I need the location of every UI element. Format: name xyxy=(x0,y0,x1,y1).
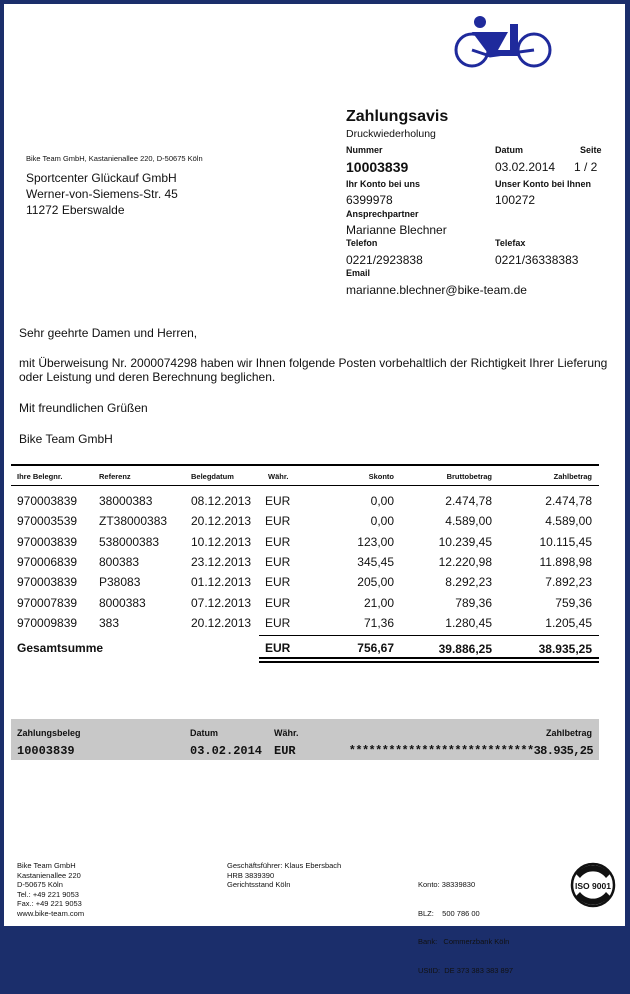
col-header-belegnr: Ihre Belegnr. xyxy=(17,472,63,481)
cell-bruttobetrag: 789,36 xyxy=(455,595,492,610)
ihr-konto-label: Ihr Konto bei uns xyxy=(346,179,420,189)
email-label: Email xyxy=(346,268,371,278)
table-row xyxy=(4,555,625,573)
telefon-value: 0221/2923838 xyxy=(346,253,423,267)
ansprechpartner-value: Marianne Blechner xyxy=(346,223,447,237)
document-page xyxy=(4,4,625,975)
cell-belegdatum: 10.12.2013 xyxy=(191,534,252,549)
cell-bruttobetrag: 1.280,45 xyxy=(445,615,492,630)
table-top-rule xyxy=(11,464,599,466)
seal-text: ISO 9001 xyxy=(575,881,611,891)
datum-label: Datum xyxy=(495,145,524,155)
payslip-betrag-label: Zahlbetrag xyxy=(545,728,592,738)
total-currency: EUR xyxy=(265,641,291,655)
footer-street: Kastanienallee 220 xyxy=(17,870,81,880)
total-double-rule-2 xyxy=(259,661,599,663)
cell-belegdatum: 07.12.2013 xyxy=(191,595,252,610)
document-number: 10003839 xyxy=(346,159,409,175)
payslip-datum-value: 03.02.2014 xyxy=(190,744,263,758)
unser-konto-label: Unser Konto bei Ihnen xyxy=(495,179,592,189)
email-value: marianne.blechner@bike-team.de xyxy=(346,283,527,297)
payslip-waehrung-value: EUR xyxy=(274,744,296,758)
telefax-label: Telefax xyxy=(495,238,526,248)
table-row xyxy=(4,535,625,553)
cell-zahlbetrag: 11.898,98 xyxy=(539,554,592,569)
cell-waehrung: EUR xyxy=(265,534,291,549)
cell-skonto: 345,45 xyxy=(357,554,394,569)
cell-bruttobetrag: 8.292,23 xyxy=(445,575,492,590)
footer-bank: Bank: Commerzbank Köln xyxy=(418,937,510,946)
cell-belegnr: 970003839 xyxy=(17,534,78,549)
cell-waehrung: EUR xyxy=(265,575,291,590)
total-skonto: 756,67 xyxy=(357,641,394,655)
cell-referenz: 38000383 xyxy=(99,494,153,508)
table-row xyxy=(4,494,625,512)
cell-waehrung: EUR xyxy=(265,615,291,630)
footer-company-name: Bike Team GmbH xyxy=(17,861,76,870)
cell-belegdatum: 23.12.2013 xyxy=(191,554,252,569)
cell-belegnr: 970009839 xyxy=(17,615,78,630)
table-row xyxy=(4,575,625,593)
cell-referenz: 800383 xyxy=(99,554,140,569)
col-header-belegdatum: Belegdatum xyxy=(191,472,234,481)
cell-zahlbetrag: 4.589,00 xyxy=(545,514,592,529)
recipient-city: 11272 Eberswalde xyxy=(26,203,125,217)
salutation: Sehr geehrte Damen und Herren, xyxy=(19,326,198,340)
letter-paragraph: mit Überweisung Nr. 2000074298 haben wir Ihnen folgende Posten vorbehaltlich der Richtigkeit Ihrer Lieferung oder Leistung und deren Berechnung beglichen. xyxy=(19,356,608,384)
total-brutto: 39.886,25 xyxy=(438,642,492,656)
cell-skonto: 21,00 xyxy=(363,595,394,610)
footer-ceo: Geschäftsführer: Klaus Ebersbach xyxy=(227,861,342,870)
cell-referenz: 538000383 xyxy=(99,534,160,549)
nummer-label: Nummer xyxy=(346,145,383,155)
signature-company: Bike Team GmbH xyxy=(19,432,113,446)
cell-waehrung: EUR xyxy=(265,554,291,569)
footer-blz: BLZ: 500 786 00 xyxy=(418,908,480,918)
unser-konto-value: 100272 xyxy=(495,193,536,207)
recipient-name: Sportcenter Glückauf GmbH xyxy=(26,171,177,185)
payslip-beleg-label: Zahlungsbeleg xyxy=(17,728,81,738)
cell-referenz: ZT38000383 xyxy=(99,514,168,529)
total-zahlbetrag: 38.935,25 xyxy=(538,642,592,656)
closing: Mit freundlichen Grüßen xyxy=(19,401,148,415)
document-subtitle: Druckwiederholung xyxy=(346,128,436,140)
cell-referenz: 8000383 xyxy=(99,595,146,610)
total-top-rule xyxy=(259,635,599,636)
footer-konto: Konto: 38339830 xyxy=(418,880,476,889)
table-row xyxy=(4,596,625,614)
seite-label: Seite xyxy=(580,145,602,155)
ansprechpartner-label: Ansprechpartner xyxy=(346,209,419,219)
recipient-street: Werner-von-Siemens-Str. 45 xyxy=(26,187,178,201)
payment-slip xyxy=(11,719,599,760)
cell-bruttobetrag: 12.220,98 xyxy=(438,554,492,569)
cell-belegnr: 970003839 xyxy=(17,494,78,508)
footer-fax: Fax.: +49 221 9053 xyxy=(17,899,82,908)
cell-bruttobetrag: 4.589,00 xyxy=(445,514,492,529)
footer-hrb: HRB 3839390 xyxy=(227,870,275,880)
letter-body xyxy=(19,326,609,446)
cell-zahlbetrag: 7.892,23 xyxy=(545,575,592,590)
col-header-bruttobetrag: Bruttobetrag xyxy=(446,472,492,481)
col-header-zahlbetrag: Zahlbetrag xyxy=(553,472,592,481)
cell-skonto: 71,36 xyxy=(363,615,394,630)
bike-team-logo-icon xyxy=(450,14,558,72)
footer-tel: Tel.: +49 221 9053 xyxy=(17,889,79,899)
cell-waehrung: EUR xyxy=(265,494,291,508)
cell-belegnr: 970003839 xyxy=(17,575,78,590)
cell-skonto: 0,00 xyxy=(370,494,394,508)
cell-referenz: P38083 xyxy=(99,575,141,590)
total-label: Gesamtsumme xyxy=(17,641,104,655)
cell-belegdatum: 08.12.2013 xyxy=(191,494,252,508)
cell-zahlbetrag: 10.115,45 xyxy=(539,534,592,549)
table-row xyxy=(4,514,625,532)
cell-waehrung: EUR xyxy=(265,514,291,529)
ihr-konto-value: 6399978 xyxy=(346,193,393,207)
footer-management-block xyxy=(227,861,341,890)
col-header-skonto: Skonto xyxy=(368,472,394,481)
cell-bruttobetrag: 10.239,45 xyxy=(438,534,492,549)
cell-referenz: 383 xyxy=(99,615,120,630)
cell-zahlbetrag: 759,36 xyxy=(555,595,592,610)
cell-bruttobetrag: 2.474,78 xyxy=(445,494,492,508)
payslip-beleg-value: 10003839 xyxy=(17,744,75,758)
telefax-value: 0221/36338383 xyxy=(495,253,579,267)
cell-belegnr: 970003539 xyxy=(17,514,78,529)
document-title: Zahlungsavis xyxy=(346,108,449,125)
recipient-address xyxy=(26,170,178,218)
cell-belegnr: 970007839 xyxy=(17,595,78,610)
cell-skonto: 0,00 xyxy=(370,514,394,529)
cell-belegdatum: 01.12.2013 xyxy=(191,575,252,590)
footer-bank-block xyxy=(418,861,513,994)
sender-address-line: Bike Team GmbH, Kastanienallee 220, D-50675 Köln xyxy=(26,154,203,163)
cell-belegdatum: 20.12.2013 xyxy=(191,615,252,630)
payslip-betrag-value: ****************************38.935,25 xyxy=(348,744,593,758)
cell-skonto: 205,00 xyxy=(357,575,394,590)
table-header-rule xyxy=(11,485,599,486)
cell-waehrung: EUR xyxy=(265,595,291,610)
payslip-waehrung-label: Währ. xyxy=(274,728,299,738)
col-header-referenz: Referenz xyxy=(99,472,131,481)
table-row xyxy=(4,616,625,634)
iso-certification-seal-icon xyxy=(570,856,616,914)
cell-belegnr: 970006839 xyxy=(17,554,78,569)
cell-skonto: 123,00 xyxy=(357,534,394,549)
total-double-rule-1 xyxy=(259,657,599,659)
telefon-label: Telefon xyxy=(346,238,378,248)
cell-belegdatum: 20.12.2013 xyxy=(191,514,252,529)
page-number: 1 / 2 xyxy=(574,160,598,174)
cell-zahlbetrag: 1.205,45 xyxy=(545,615,592,630)
footer-company-block xyxy=(17,861,84,918)
cell-zahlbetrag: 2.474,78 xyxy=(545,494,592,508)
footer-ustid: UStID: DE 373 383 383 897 xyxy=(418,965,514,975)
footer-website: www.bike-team.com xyxy=(17,908,85,918)
document-date: 03.02.2014 xyxy=(495,160,556,174)
footer-court: Gerichtsstand Köln xyxy=(227,880,291,889)
payslip-datum-label: Datum xyxy=(190,728,219,738)
col-header-waehrung: Währ. xyxy=(268,472,289,481)
footer-city: D-50675 Köln xyxy=(17,880,63,889)
